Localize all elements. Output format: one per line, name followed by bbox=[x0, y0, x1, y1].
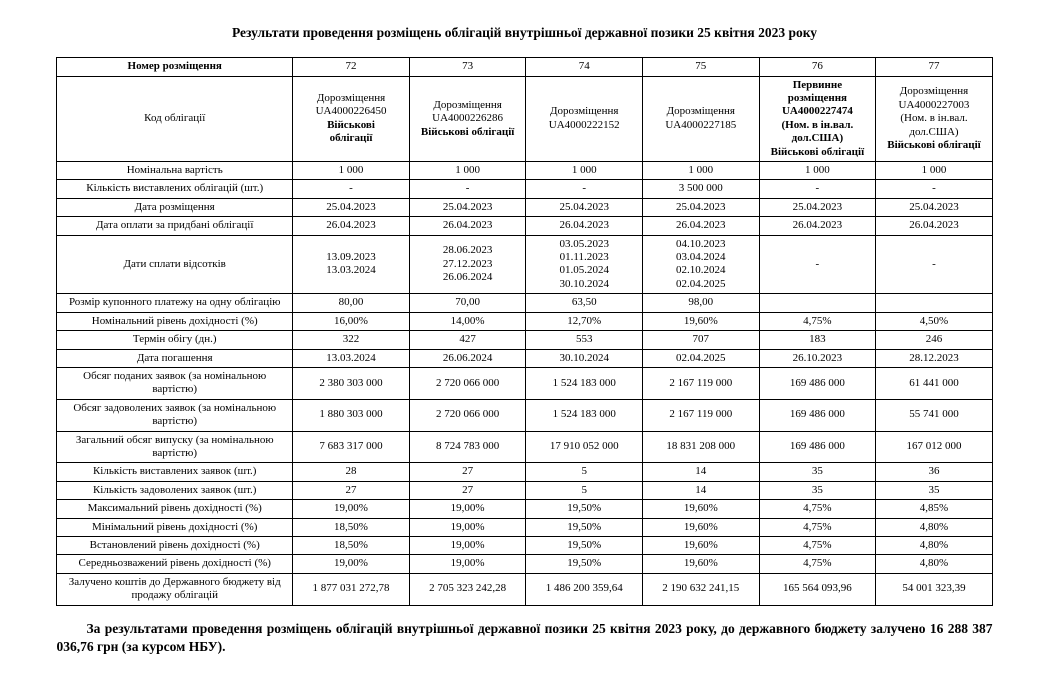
table-cell: 4,75% bbox=[759, 500, 876, 518]
table-cell: 1 000 bbox=[876, 162, 993, 180]
table-row bbox=[57, 235, 993, 294]
table-cell: 19,00% bbox=[293, 555, 410, 573]
date-line: 30.10.2024 bbox=[559, 277, 609, 290]
code-line: Дорозміщення bbox=[550, 105, 619, 118]
table-cell: 98,00 bbox=[643, 294, 760, 312]
row-label: Мінімальний рівень дохідності (%) bbox=[57, 518, 293, 536]
code-line: UA4000226286 bbox=[432, 112, 504, 125]
table-cell: 25.04.2023 bbox=[759, 198, 876, 216]
table-cell: 73 bbox=[409, 58, 526, 76]
table-cell: - bbox=[759, 180, 876, 198]
table-row bbox=[57, 76, 993, 161]
table-cell: 1 486 200 359,64 bbox=[526, 573, 643, 605]
table-cell: 36 bbox=[876, 463, 993, 481]
table-cell: 183 bbox=[759, 331, 876, 349]
table-cell: 4,50% bbox=[876, 312, 993, 330]
table-cell: 54 001 323,39 bbox=[876, 573, 993, 605]
code-line: Дорозміщення bbox=[433, 98, 502, 111]
table-row bbox=[57, 367, 993, 399]
summary-paragraph bbox=[57, 620, 993, 656]
table-cell: 19,50% bbox=[526, 555, 643, 573]
table-row bbox=[57, 481, 993, 499]
table-cell: 165 564 093,96 bbox=[759, 573, 876, 605]
code-line: UA4000226450 bbox=[315, 105, 387, 118]
table-row bbox=[57, 349, 993, 367]
table-cell: 25.04.2023 bbox=[526, 198, 643, 216]
code-line: Військові bbox=[327, 118, 375, 131]
table-cell: - bbox=[876, 180, 993, 198]
table-cell: 2 720 066 000 bbox=[409, 367, 526, 399]
row-label: Дата оплати за придбані облігації bbox=[57, 217, 293, 235]
table-cell-bond-code bbox=[526, 76, 643, 161]
table-row bbox=[57, 180, 993, 198]
code-line: дол.США) bbox=[791, 132, 844, 145]
table-cell-bond-code bbox=[409, 76, 526, 161]
table-cell: 26.04.2023 bbox=[293, 217, 410, 235]
table-cell-bond-code bbox=[759, 76, 876, 161]
table-cell: 27 bbox=[409, 463, 526, 481]
table-cell: 26.10.2023 bbox=[759, 349, 876, 367]
table-row bbox=[57, 58, 993, 76]
table-cell: 18,50% bbox=[293, 536, 410, 554]
row-label: Обсяг поданих заявок (за номінальною вартістю) bbox=[57, 367, 293, 399]
row-label: Кількість виставлених облігацій (шт.) bbox=[57, 180, 293, 198]
row-label: Дата погашення bbox=[57, 349, 293, 367]
table-cell: 4,75% bbox=[759, 518, 876, 536]
table-row bbox=[57, 463, 993, 481]
code-line: Дорозміщення bbox=[316, 92, 386, 104]
table-cell: 26.04.2023 bbox=[409, 217, 526, 235]
date-line: 04.10.2023 bbox=[676, 237, 726, 250]
table-cell: 1 000 bbox=[526, 162, 643, 180]
table-cell: 80,00 bbox=[293, 294, 410, 312]
date-line: 26.06.2024 bbox=[442, 271, 493, 284]
table-cell: 02.04.2025 bbox=[643, 349, 760, 367]
table-cell: 27 bbox=[409, 481, 526, 499]
table-cell: 12,70% bbox=[526, 312, 643, 330]
date-line: - bbox=[932, 257, 936, 270]
row-label: Залучено коштів до Державного бюджету від продажу облігацій bbox=[57, 573, 293, 605]
table-cell-bond-code bbox=[643, 76, 760, 161]
date-line: 13.09.2023 bbox=[326, 251, 376, 264]
table-cell: - bbox=[526, 180, 643, 198]
table-cell: 553 bbox=[526, 331, 643, 349]
date-line: 01.05.2024 bbox=[559, 264, 609, 277]
table-cell: 169 486 000 bbox=[759, 431, 876, 463]
table-row bbox=[57, 573, 993, 605]
table-cell: 26.06.2024 bbox=[409, 349, 526, 367]
table-cell: 4,80% bbox=[876, 536, 993, 554]
summary-line-1: За результатами проведення розміщень облігацій внутрішньої державної позики 25 квітня 2023 року, до державного бюджету залучено bbox=[86, 620, 926, 636]
row-label: Код облігації bbox=[57, 76, 293, 161]
table-cell: 1 877 031 272,78 bbox=[293, 573, 410, 605]
table-cell: 19,00% bbox=[409, 536, 526, 554]
table-cell: 19,60% bbox=[643, 500, 760, 518]
table-cell: 19,60% bbox=[643, 555, 760, 573]
table-cell: 19,50% bbox=[526, 518, 643, 536]
table-cell: 61 441 000 bbox=[876, 367, 993, 399]
date-line: 02.10.2024 bbox=[676, 264, 726, 277]
table-cell: 167 012 000 bbox=[876, 431, 993, 463]
date-line: 28.06.2023 bbox=[442, 244, 493, 257]
table-cell: 28 bbox=[293, 463, 410, 481]
table-row bbox=[57, 536, 993, 554]
row-label: Номінальна вартість bbox=[57, 162, 293, 180]
table-cell: 707 bbox=[643, 331, 760, 349]
table-cell: 3 500 000 bbox=[643, 180, 760, 198]
row-label: Встановлений рівень дохідності (%) bbox=[57, 536, 293, 554]
table-row bbox=[57, 518, 993, 536]
table-row bbox=[57, 294, 993, 312]
table-cell: 19,60% bbox=[643, 312, 760, 330]
row-label: Обсяг задоволених заявок (за номінальною вартістю) bbox=[57, 399, 293, 431]
table-cell: 5 bbox=[526, 463, 643, 481]
table-row bbox=[57, 331, 993, 349]
row-label: Дата розміщення bbox=[57, 198, 293, 216]
table-cell: 18 831 208 000 bbox=[643, 431, 760, 463]
table-cell: 26.04.2023 bbox=[759, 217, 876, 235]
table-cell-dates bbox=[876, 235, 993, 294]
table-cell: 169 486 000 bbox=[759, 367, 876, 399]
code-line: (Ном. в ін.вал. bbox=[900, 112, 968, 125]
table-cell: 2 167 119 000 bbox=[643, 367, 760, 399]
table-cell: 2 380 303 000 bbox=[293, 367, 410, 399]
table-cell: 14 bbox=[643, 463, 760, 481]
table-cell: 1 880 303 000 bbox=[293, 399, 410, 431]
table-cell: 322 bbox=[293, 331, 410, 349]
table-cell bbox=[876, 294, 993, 312]
date-line: 02.04.2025 bbox=[676, 277, 726, 290]
table-cell: 19,00% bbox=[409, 518, 526, 536]
row-label: Середньозважений рівень дохідності (%) bbox=[57, 555, 293, 573]
code-line: Військові облігації bbox=[770, 145, 865, 158]
table-cell: 17 910 052 000 bbox=[526, 431, 643, 463]
row-label: Дати сплати відсотків bbox=[57, 235, 293, 294]
table-row bbox=[57, 217, 993, 235]
table-cell: 2 190 632 241,15 bbox=[643, 573, 760, 605]
table-cell: 75 bbox=[643, 58, 760, 76]
table-cell-bond-code bbox=[876, 76, 993, 161]
table-cell-dates bbox=[293, 235, 410, 294]
table-cell: 74 bbox=[526, 58, 643, 76]
table-cell: 16,00% bbox=[293, 312, 410, 330]
table-cell: 1 000 bbox=[293, 162, 410, 180]
table-cell: 4,80% bbox=[876, 518, 993, 536]
table-row bbox=[57, 399, 993, 431]
table-cell: 427 bbox=[409, 331, 526, 349]
code-line: UA4000227474 bbox=[781, 105, 853, 118]
table-cell: 25.04.2023 bbox=[876, 198, 993, 216]
code-line: UA4000222152 bbox=[548, 118, 620, 131]
table-cell: 2 720 066 000 bbox=[409, 399, 526, 431]
table-cell: 19,60% bbox=[643, 518, 760, 536]
table-cell: 70,00 bbox=[409, 294, 526, 312]
table-cell: 8 724 783 000 bbox=[409, 431, 526, 463]
auction-results-table bbox=[56, 57, 993, 605]
summary-line-2: 16 288 387 036,76 грн (за курсом НБУ). bbox=[56, 620, 993, 654]
table-cell: 28.12.2023 bbox=[876, 349, 993, 367]
row-label: Кількість виставлених заявок (шт.) bbox=[57, 463, 293, 481]
table-row bbox=[57, 312, 993, 330]
code-line: розміщення bbox=[787, 92, 847, 104]
code-line: дол.США) bbox=[909, 125, 959, 138]
table-cell: 18,50% bbox=[293, 518, 410, 536]
table-cell: 35 bbox=[759, 463, 876, 481]
code-line: облігації bbox=[329, 132, 373, 145]
table-cell: 19,00% bbox=[409, 500, 526, 518]
row-label: Максимальний рівень дохідності (%) bbox=[57, 500, 293, 518]
table-cell: 2 705 323 242,28 bbox=[409, 573, 526, 605]
date-line: 03.05.2023 bbox=[559, 237, 609, 250]
table-row bbox=[57, 198, 993, 216]
code-line: Військові облігації bbox=[887, 138, 981, 151]
date-line: 27.12.2023 bbox=[442, 257, 493, 270]
table-cell: 1 524 183 000 bbox=[526, 367, 643, 399]
table-cell: 25.04.2023 bbox=[643, 198, 760, 216]
table-cell: 4,75% bbox=[759, 536, 876, 554]
table-cell: 19,00% bbox=[293, 500, 410, 518]
table-cell: 14,00% bbox=[409, 312, 526, 330]
table-cell: 4,85% bbox=[876, 500, 993, 518]
table-cell: 35 bbox=[876, 481, 993, 499]
table-cell: 7 683 317 000 bbox=[293, 431, 410, 463]
table-cell-dates bbox=[526, 235, 643, 294]
table-cell-dates bbox=[409, 235, 526, 294]
code-line: UA4000227003 bbox=[898, 98, 970, 111]
table-cell-dates bbox=[643, 235, 760, 294]
row-label: Номінальний рівень дохідності (%) bbox=[57, 312, 293, 330]
date-line: - bbox=[815, 257, 820, 270]
table-cell: 169 486 000 bbox=[759, 399, 876, 431]
table-cell: 27 bbox=[293, 481, 410, 499]
table-cell: 2 167 119 000 bbox=[643, 399, 760, 431]
row-label: Розмір купонного платежу на одну облігацію bbox=[57, 294, 293, 312]
table-cell: 246 bbox=[876, 331, 993, 349]
code-line: Дорозміщення bbox=[666, 105, 735, 118]
table-cell: 1 000 bbox=[643, 162, 760, 180]
code-line: Дорозміщення bbox=[899, 85, 969, 98]
table-cell-bond-code bbox=[293, 76, 410, 161]
table-cell-dates bbox=[759, 235, 876, 294]
table-cell: 72 bbox=[293, 58, 410, 76]
date-line: 03.04.2024 bbox=[676, 251, 726, 264]
table-cell: 30.10.2024 bbox=[526, 349, 643, 367]
code-line: Первинне bbox=[792, 78, 843, 91]
table-cell: 55 741 000 bbox=[876, 399, 993, 431]
code-line: (Ном. в ін.вал. bbox=[781, 118, 854, 131]
table-cell: 25.04.2023 bbox=[293, 198, 410, 216]
table-cell: 77 bbox=[876, 58, 993, 76]
table-row bbox=[57, 555, 993, 573]
table-row bbox=[57, 431, 993, 463]
table-cell: 4,75% bbox=[759, 555, 876, 573]
date-line: 01.11.2023 bbox=[559, 251, 609, 264]
code-line: Військові облігації bbox=[420, 125, 515, 138]
code-line: UA4000227185 bbox=[665, 118, 737, 131]
table-cell: 4,80% bbox=[876, 555, 993, 573]
table-row bbox=[57, 162, 993, 180]
table-cell: 1 000 bbox=[409, 162, 526, 180]
row-label: Кількість задоволених заявок (шт.) bbox=[57, 481, 293, 499]
table-cell: 19,50% bbox=[526, 536, 643, 554]
table-cell: 19,50% bbox=[526, 500, 643, 518]
table-cell: 19,00% bbox=[409, 555, 526, 573]
table-cell: 5 bbox=[526, 481, 643, 499]
table-cell: 19,60% bbox=[643, 536, 760, 554]
table-cell: - bbox=[293, 180, 410, 198]
table-cell: 14 bbox=[643, 481, 760, 499]
page-title: Результати проведення розміщень облігацій внутрішньої державної позики 25 квітня 2023 року bbox=[231, 25, 818, 40]
table-cell bbox=[759, 294, 876, 312]
row-label: Термін обігу (дн.) bbox=[57, 331, 293, 349]
table-cell: 26.04.2023 bbox=[876, 217, 993, 235]
table-cell: 4,75% bbox=[759, 312, 876, 330]
table-row bbox=[57, 500, 993, 518]
table-cell: - bbox=[409, 180, 526, 198]
table-cell: 26.04.2023 bbox=[643, 217, 760, 235]
table-cell: 1 000 bbox=[759, 162, 876, 180]
table-cell: 26.04.2023 bbox=[526, 217, 643, 235]
row-label: Номер розміщення bbox=[57, 58, 293, 76]
table-cell: 63,50 bbox=[526, 294, 643, 312]
table-cell: 35 bbox=[759, 481, 876, 499]
table-cell: 76 bbox=[759, 58, 876, 76]
table-cell: 25.04.2023 bbox=[409, 198, 526, 216]
date-line: 13.03.2024 bbox=[326, 264, 376, 277]
table-cell: 1 524 183 000 bbox=[526, 399, 643, 431]
row-label: Загальний обсяг випуску (за номінальною вартістю) bbox=[57, 431, 293, 463]
table-cell: 13.03.2024 bbox=[293, 349, 410, 367]
